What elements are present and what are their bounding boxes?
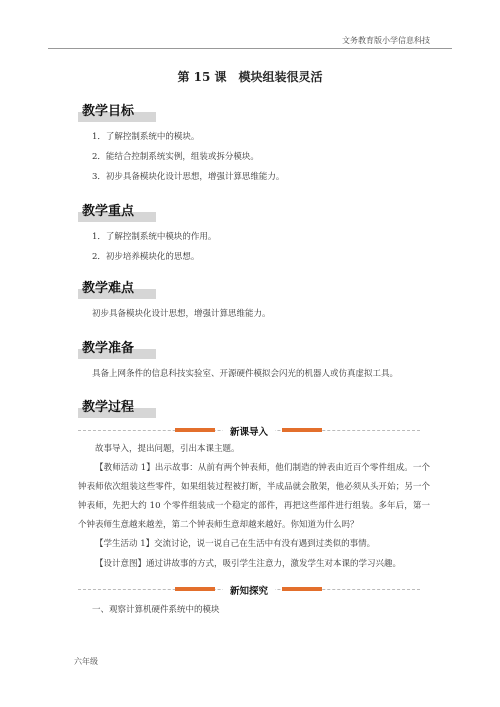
key-point-item: 1．了解控制系统中模块的作用。 — [92, 232, 217, 242]
accent-bar-right — [282, 587, 322, 591]
header-text: 文务教育版小学信息科技 — [342, 36, 430, 45]
header-rule — [48, 48, 452, 49]
subsection-title: 新知探究 — [223, 583, 275, 597]
section-heading-label: 教学准备 — [82, 341, 135, 356]
teacher-activity-paragraph: 【教师活动 1】出示故事：从前有两个钟表师，他们制造的钟表由近百个零件组成。一个钟表师依次组装这些零件，如果组装过程被打断，半成品就会散架，他必须从头开始；另一个钟表师，先把大约 10 个零件组装成一个稳定的部件，再把这些部件进行组装。多年后，第一个钟表师生意越来越差，第二个钟表师生意却越来越好。你知道为什么吗？ — [78, 463, 430, 530]
student-activity-paragraph: 【学生活动 1】交流讨论，说一说自己在生活中有没有遇到过类似的事情。 — [95, 539, 376, 549]
subsection-divider-explore — [78, 583, 420, 597]
explore-line: 一、观察计算机硬件系统中的模块 — [92, 605, 220, 615]
section-heading-label: 教学目标 — [82, 104, 135, 119]
accent-bar-left — [175, 587, 215, 591]
objective-item: 2．能结合控制系统实例，组装或拆分模块。 — [92, 152, 259, 162]
key-point-item: 2．初步培养模块化的思想。 — [92, 252, 200, 262]
preparation-text: 具备上网条件的信息科技实验室、开源硬件模拟会闪光的机器人或仿真虚拟工具。 — [92, 369, 399, 379]
accent-bar-left — [175, 428, 215, 432]
intro-line: 故事导入，提出问题，引出本课主题。 — [95, 444, 240, 454]
accent-bar-right — [282, 428, 322, 432]
section-heading-label: 教学过程 — [82, 400, 135, 415]
section-heading-label: 教学难点 — [82, 281, 135, 296]
objective-item: 3．初步具备模块化设计思想，增强计算思维能力。 — [92, 172, 285, 182]
difficulty-text: 初步具备模块化设计思想，增强计算思维能力。 — [92, 309, 271, 319]
page-title: 第 15 课 模块组装很灵活 — [177, 70, 323, 84]
subsection-divider-intro — [78, 424, 420, 438]
section-heading-label: 教学重点 — [82, 204, 135, 219]
footer-grade: 六年级 — [74, 657, 98, 666]
objective-item: 1．了解控制系统中的模块。 — [92, 132, 200, 142]
subsection-title: 新课导入 — [223, 424, 275, 438]
design-intent-paragraph: 【设计意图】通过讲故事的方式，吸引学生注意力，激发学生对本课的学习兴趣。 — [95, 559, 402, 569]
